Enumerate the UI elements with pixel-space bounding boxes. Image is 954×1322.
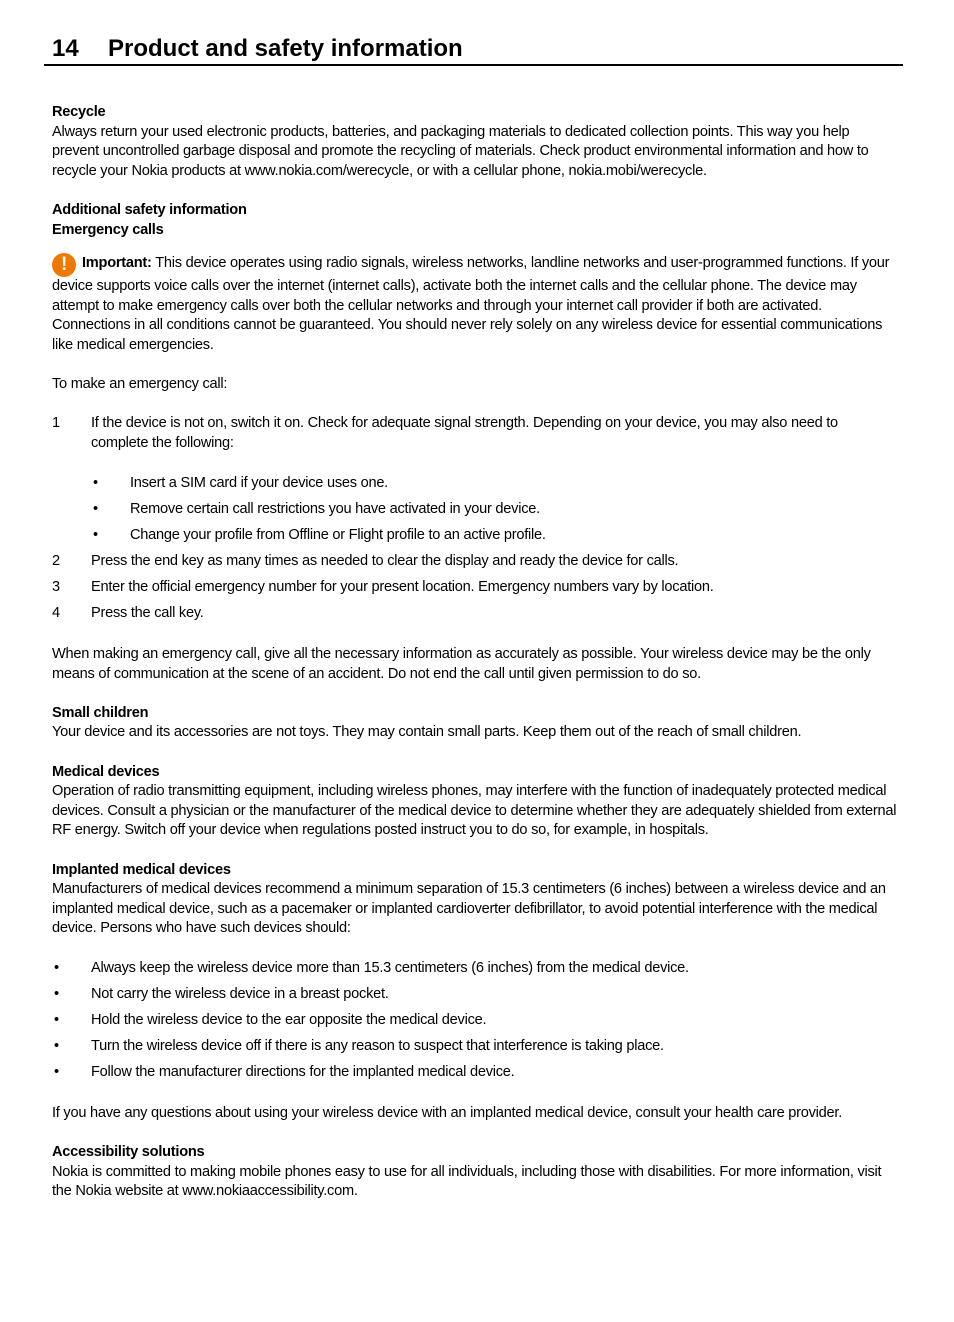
bullet-text: Follow the manufacturer directions for the implanted medical device.	[91, 1063, 515, 1080]
bullet-text: Always keep the wireless device more than 15.3 centimeters (6 inches) from the medical device.	[91, 959, 689, 976]
implanted-devices-body: Manufacturers of medical devices recommend a minimum separation of 15.3 centimeters (6 inches) between a wireless device and an implanted medical device, such as a pacemaker or implanted cardioverter defibrillator, to avoid potential interference with the medical device. Persons who have such devices should:	[52, 881, 886, 937]
emergency-intro: To make an emergency call:	[52, 376, 228, 393]
bullet-text: Hold the wireless device to the ear opposite the medical device.	[91, 1011, 487, 1028]
bullet: •	[54, 985, 59, 1002]
emergency-substeps	[91, 474, 897, 546]
additional-safety-heading: Additional safety information	[52, 201, 247, 218]
step-number: 2	[52, 552, 60, 569]
emergency-calls-heading: Emergency calls	[52, 221, 164, 238]
list-item	[52, 1011, 897, 1031]
list-item	[52, 1037, 897, 1057]
list-item	[91, 500, 897, 520]
accessibility-body: Nokia is committed to making mobile phones easy to use for all individuals, including those with disabilities. For more information, visit the Nokia website at www.nokiaaccessibility.com.	[52, 1163, 882, 1200]
list-item	[52, 959, 897, 979]
step-number: 1	[52, 415, 60, 432]
important-label: Important:	[82, 255, 152, 272]
list-item	[52, 552, 897, 572]
page-header	[44, 34, 903, 66]
step-text: Enter the official emergency number for your present location. Emergency numbers vary by location.	[91, 578, 714, 595]
list-item	[52, 578, 897, 598]
bullet: •	[54, 1011, 59, 1028]
recycle-body: Always return your used electronic products, batteries, and packaging materials to dedicated collection points. This way you help prevent uncontrolled garbage disposal and promote the recycling of materials. Check product environmental information and how to recycle your Nokia products at www.nokia.com/werecycle, or with a cellular phone, nokia.mobi/werecycle.	[52, 123, 869, 179]
recycle-heading: Recycle	[52, 104, 106, 120]
bullet: •	[93, 500, 98, 517]
important-body: This device operates using radio signals, wireless networks, landline networks and user-programmed functions. If your device supports voice calls over the internet (internet calls), activate both the internet calls and the cellular phone. The device may attempt to make emergency calls over both the cellular networks and through your internet call provider if both are activated. Connections in all conditions cannot be guaranteed. You should never rely solely on any wireless device for essential communications like medical emergencies.	[52, 255, 890, 353]
important-notice	[52, 253, 897, 355]
bullet: •	[54, 1037, 59, 1054]
list-item	[52, 414, 897, 545]
page-title: Product and safety information	[108, 35, 463, 62]
step-text: Press the end key as many times as needed to clear the display and ready the device for calls.	[91, 552, 679, 569]
step-number: 3	[52, 578, 60, 595]
bullet-text: Turn the wireless device off if there is any reason to suspect that interference is taking place.	[91, 1037, 664, 1054]
small-children-heading: Small children	[52, 704, 149, 721]
substep-text: Insert a SIM card if your device uses one.	[130, 474, 388, 491]
step-text: If the device is not on, switch it on. Check for adequate signal strength. Depending on your device, you may also need to complete the following:	[91, 415, 838, 451]
emergency-closing: When making an emergency call, give all the necessary information as accurately as possible. Your wireless device may be the only means of communication at the scene of an accident. Do not end the call until given permission to do so.	[52, 646, 871, 682]
emergency-steps	[52, 414, 897, 623]
step-text: Press the call key.	[91, 604, 204, 621]
list-item	[91, 474, 897, 494]
list-item	[52, 985, 897, 1005]
substep-text: Change your profile from Offline or Flight profile to an active profile.	[130, 526, 546, 543]
implanted-bullets	[52, 959, 897, 1083]
substep-text: Remove certain call restrictions you have activated in your device.	[130, 500, 540, 517]
step-number: 4	[52, 604, 60, 621]
bullet: •	[54, 959, 59, 976]
page-number: 14	[52, 35, 79, 62]
list-item	[52, 1063, 897, 1083]
bullet: •	[93, 474, 98, 491]
bullet: •	[54, 1063, 59, 1080]
medical-devices-heading: Medical devices	[52, 763, 160, 780]
exclamation-warning-icon: !	[52, 253, 76, 277]
bullet-text: Not carry the wireless device in a breast pocket.	[91, 985, 389, 1002]
medical-devices-body: Operation of radio transmitting equipment, including wireless phones, may interfere with the function of inadequately protected medical devices. Consult a physician or the manufacturer of the medical device to determine whether they are adequately shielded from external RF energy. Switch off your device when regulations posted instruct you to do so, for example, in hospitals.	[52, 783, 897, 839]
bullet: •	[93, 526, 98, 543]
page-content	[52, 103, 897, 1202]
accessibility-heading: Accessibility solutions	[52, 1144, 205, 1161]
implanted-devices-heading: Implanted medical devices	[52, 861, 231, 878]
small-children-body: Your device and its accessories are not toys. They may contain small parts. Keep them out of the reach of small children.	[52, 724, 802, 741]
list-item	[91, 526, 897, 546]
implanted-closing: If you have any questions about using your wireless device with an implanted medical device, consult your health care provider.	[52, 1105, 843, 1122]
list-item	[52, 604, 897, 624]
